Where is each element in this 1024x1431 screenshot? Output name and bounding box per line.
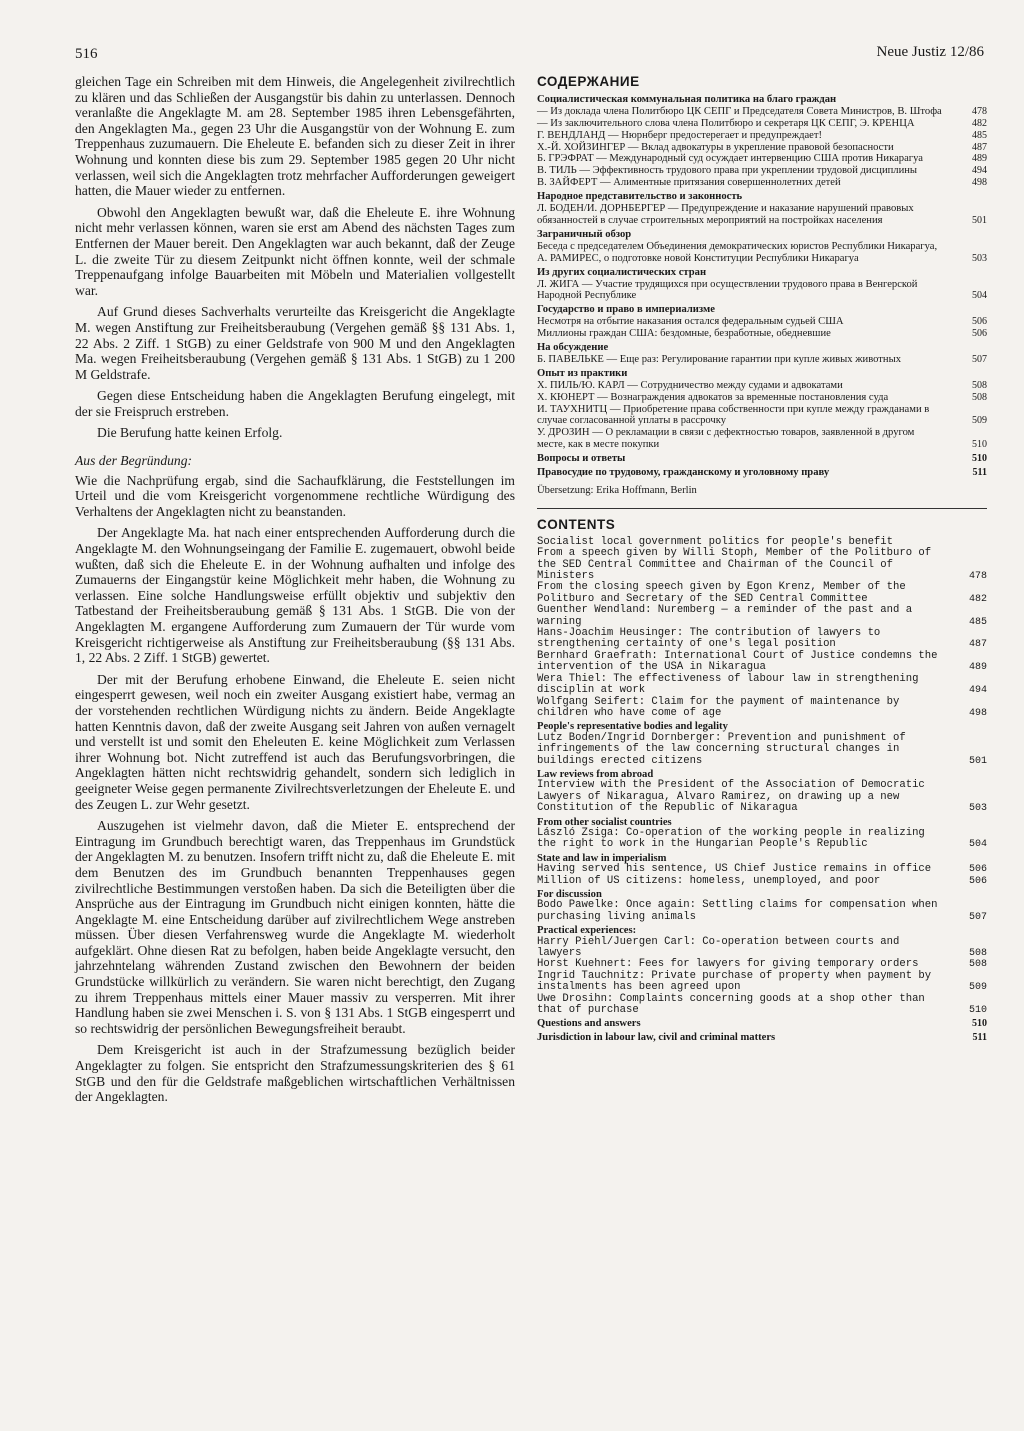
toc-entry-page: 511 bbox=[972, 1031, 987, 1043]
toc-entry-title: У. ДРОЗИН — О рекламации в связи с дефектностью товаров, заявленной в другом месте, как в месте покупки bbox=[537, 427, 915, 451]
toc-entry-title: Jurisdiction in labour law, civil and criminal matters bbox=[537, 1031, 776, 1043]
toc-entry-title: Bodo Pawelke: Once again: Settling claims for compensation when purchasing living animals bbox=[537, 899, 938, 923]
toc-entry-title: И. ТАУХНИТЦ — Приобретение права собственности при купле между гражданами в случае согласованной уплаты в рассрочку bbox=[537, 403, 930, 427]
toc-entry-page: 482 bbox=[968, 593, 987, 605]
toc-entry bbox=[537, 153, 987, 165]
toc-entry-title: Несмотря на отбытие наказания остался федеральным судьей США bbox=[537, 316, 844, 328]
toc-entry-title: Horst Kuehnert: Fees for lawyers for giving temporary orders bbox=[537, 958, 919, 971]
toc-entry bbox=[537, 994, 987, 1017]
toc-entry-page: 489 bbox=[972, 153, 987, 165]
toc-entry bbox=[537, 380, 987, 392]
toc-entry-page: 485 bbox=[972, 129, 987, 141]
toc-category: For discussion bbox=[537, 889, 602, 900]
contents-ru-list bbox=[537, 94, 987, 479]
reasoning-paragraph: Auszugehen ist vielmehr davon, daß die Mieter E. entsprechend der Eintragung im Grundbuch berechtigt waren, das Treppenhaus im Grundstück der Angeklagten M. zu benutzen. Insofern trifft nicht zu, daß die Eheleute E. mit dem Benutzen des im Grundbuch benannten Treppenhauses gegen zivilrechtliche Bestimmungen verstoßen haben. Da sich die Beteiligten über die Ansprüche aus der Eintragung im Grundbuch nicht einigen konnten, hätte die Angeklagte M. eine Entscheidung darüber auf zivilrechtlichem Wege anstreben müssen. Über diesen Verfahrensweg wurde die Angeklagte M. wiederholt aufgeklärt. Ohne diesen Rat zu befolgen, haben beide Angeklagte versucht, den jahrzehntelang währenden Zustand zwischen den Bewohnern der beiden Grundstücke willkürlich zu verändern. Sie waren nicht berechtigt, den Zugang zu ihrem Treppenhaus mittels einer Mauer massiv zu versperren. Mit ihrer Handlung haben sie zwei Menschen i. S. von § 131 Abs. 1 StGB eingesperrt und so rechtswidrig der persönlichen Bewegungsfreiheit beraubt. bbox=[75, 818, 515, 1036]
toc-entry-title: Х.-Й. ХОЙЗИНГЕР — Вклад адвокатуры в укрепление правовой безопасности bbox=[537, 141, 894, 153]
toc-category: Народное представительство и законность bbox=[537, 191, 743, 203]
toc-entry bbox=[537, 165, 987, 177]
contents-en bbox=[537, 516, 987, 1043]
toc-entry-page: 508 bbox=[972, 391, 987, 403]
reasoning-paragraph: Der Angeklagte Ma. hat nach einer entsprechenden Aufforderung durch die Angeklagte M. den Wohnungseingang der Familie E. zugemauert, obwohl beide wußten, daß sich die Eheleute E. in der Wohnung aufhalten und infolge des Zumauerns der Eingangstür keine Möglichkeit mehr haben, die Wohnung zu verlassen. Eine solche Handlungsweise erfüllt objektiv und subjektiv den Tatbestand der Freiheitsberaubung gemäß § 131 Abs. 1 StGB. Die von der Angeklagten M. ergangene Aufforderung zum Zumauern der Tür wurde vom Kreisgericht richtigerweise als Anstiftung zur Freiheitsberaubung (§§ 131 Abs. 1, 22 Abs. 2 Ziff. 1 StGB) gewertet. bbox=[75, 525, 515, 666]
toc-entry-title: Правосудие по трудовому, гражданскому и уголовному праву bbox=[537, 467, 830, 479]
journal-title: Neue Justiz 12/86 bbox=[876, 44, 984, 60]
translator-credit: Übersetzung: Erika Hoffmann, Berlin bbox=[537, 485, 697, 496]
toc-entry-page: 510 bbox=[972, 453, 987, 465]
toc-entry bbox=[537, 316, 987, 328]
toc-entry-title: В. ТИЛЬ — Эффективность трудового права при укреплении трудовой дисциплины bbox=[537, 165, 918, 177]
toc-entry-page: 506 bbox=[972, 316, 987, 328]
toc-entry bbox=[537, 241, 987, 265]
toc-entry-page: 510 bbox=[972, 1018, 987, 1030]
toc-entry-title: Ingrid Tauchnitz: Private purchase of property when payment by instalments has been agreed upon bbox=[537, 969, 932, 994]
toc-entry-page: 494 bbox=[972, 165, 987, 177]
contents-en-title: CONTENTS bbox=[537, 516, 616, 532]
toc-entry-title: Вопросы и ответы bbox=[537, 453, 626, 465]
toc-entry-page: 509 bbox=[968, 982, 987, 994]
toc-entry bbox=[537, 628, 987, 651]
toc-entry-title: — Из доклада члена Политбюро ЦК СЕПГ и Председателя Совета Министров, В. Штофа bbox=[537, 105, 942, 117]
toc-entry-title: Guenther Wendland: Nuremberg — a reminder of the past and a warning bbox=[537, 604, 913, 628]
toc-category: Law reviews from abroad bbox=[537, 768, 654, 780]
toc-entry bbox=[537, 582, 987, 605]
toc-entry bbox=[537, 328, 987, 340]
toc-entry-title: Wolfgang Seifert: Claim for the payment of maintenance by children who have come of age bbox=[537, 695, 900, 719]
toc-entry bbox=[537, 864, 987, 875]
toc-entry-page: 511 bbox=[972, 467, 987, 479]
toc-entry-page: 501 bbox=[968, 755, 987, 767]
toc-entry-title: From a speech given by Willi Stoph, Member of the Politburo of the SED Central Committee and Chairman of the Council of Ministers bbox=[537, 547, 932, 583]
toc-entry-title: Interview with the President of the Association of Democratic Lawyers of Nikaragua, Alvaro Ramirez, on drawing up a new Constitution of the Republic of Nikaragua bbox=[537, 779, 925, 815]
toc-entry-page: 498 bbox=[972, 177, 987, 189]
reasoning-paragraph: Der mit der Berufung erhobene Einwand, die Eheleute E. seien nicht eingesperrt gewesen, weil noch ein zweiter Ausgang existiert habe, vermag an der vorstehenden rechtlichen Würdigung nichts zu ändern. Beide Angeklagte hatten Kenntnis davon, daß der zweite Ausgang seit Jahren von außen vernagelt und verstellt ist und somit den Eheleuten E. keine Möglichkeit zum Verlassen ihrer Wohnung bot. Nicht zutreffend ist auch das Berufungsvorbringen, die Angeklagten hätten nicht rechtswidrig gehandelt, sondern sich lediglich in geeigneter Weise gegen permanente Zivilrechtsverletzungen der Eheleute E. und des Zeugen L. zur Wehr gesetzt. bbox=[75, 671, 515, 812]
toc-category: From other socialist countries bbox=[537, 816, 672, 828]
toc-entry bbox=[537, 142, 987, 154]
toc-entry-title: Million of US citizens: homeless, unemployed, and poor bbox=[537, 874, 881, 887]
toc-entry bbox=[537, 828, 987, 851]
toc-entry-page: 506 bbox=[968, 864, 987, 876]
toc-entry-page: 478 bbox=[972, 105, 987, 117]
section-divider bbox=[537, 508, 987, 509]
toc-entry-page: 487 bbox=[972, 141, 987, 153]
toc-entry-page: 503 bbox=[968, 803, 987, 815]
toc-category: Заграничный обзор bbox=[537, 228, 632, 240]
toc-entry bbox=[537, 354, 987, 366]
toc-entry-page: 506 bbox=[972, 328, 987, 340]
toc-entry bbox=[537, 203, 987, 227]
toc-entry bbox=[537, 404, 987, 428]
contents-ru bbox=[537, 76, 987, 497]
toc-entry-title: Bernhard Graefrath: International Court of Justice condemns the intervention of the USA in Nikaragua bbox=[537, 649, 938, 674]
toc-entry-title: Hans-Joachim Heusinger: The contribution of lawyers to strengthening certainty of one's legal position bbox=[537, 627, 881, 651]
reasoning-paragraph: Dem Kreisgericht ist auch in der Strafzumessung bezüglich beider Angeklagter zu folgen. Sie entspricht den Strafzumessungskriterien des § 61 StGB und den für die Geldstrafe maßgeblichen wirtschaftlichen Verhältnissen der Angeklagten. bbox=[75, 1042, 515, 1105]
toc-entry-title: Wera Thiel: The effectiveness of labour law in strengthening disciplin at work bbox=[537, 672, 919, 697]
toc-category: Опыт из практики bbox=[537, 367, 628, 379]
toc-entry bbox=[537, 279, 987, 303]
page-number: 516 bbox=[75, 46, 98, 62]
toc-entry-page: 494 bbox=[968, 685, 987, 697]
toc-entry-page: 498 bbox=[968, 707, 987, 719]
toc-entry-page: 485 bbox=[968, 616, 987, 628]
toc-entry-title: Having served his sentence, US Chief Justice remains in office bbox=[537, 863, 932, 876]
article-paragraph: gleichen Tage ein Schreiben mit dem Hinweis, die Angelegenheit zivilrechtlich zu klären und das Schließen der Ausgangstür bis dahin zu unterlassen. Dennoch veranlaßte die Angeklagte M. am 28. September 1985 ihren Lebensgefährten, den Angeklagten Ma., gegen 23 Uhr die Ausgangstür von der Wohnung E. zum Treppenhaus zuzumauern. Die Eheleute E. befanden sich zu dieser Zeit in ihrer Wohnung und konnten diese bis zum 29. September 1985 gegen 20 Uhr nicht verlassen, weil sich die Angeklagten trotz mehrfacher Aufforderungen geweigert hatten, die Mauer wieder zu entfernen. bbox=[75, 74, 515, 199]
toc-category: Социалистическая коммунальная политика на благо граждан bbox=[537, 93, 837, 105]
toc-entry-title: Lutz Boden/Ingrid Dornberger: Prevention and punishment of infringements of the law concerning structural changes in buildings erected citizens bbox=[537, 731, 906, 767]
toc-entry-title: Б. ПАВЕЛЬКЕ — Еще раз: Регулирование гарантии при купле живых животных bbox=[537, 353, 902, 365]
contents-column bbox=[537, 76, 987, 1043]
toc-entry bbox=[537, 674, 987, 697]
toc-entry-page: 508 bbox=[972, 379, 987, 391]
toc-entry-title: Беседа с председателем Объединения демократических юристов Республики Никарагуа, А. РАМИРЕС, о подготовке новой Конституции Республики Никарагуа bbox=[537, 240, 938, 264]
toc-entry bbox=[537, 118, 987, 130]
toc-entry bbox=[537, 780, 987, 814]
toc-entry bbox=[537, 106, 987, 118]
toc-entry bbox=[537, 427, 987, 451]
toc-entry bbox=[537, 605, 987, 628]
toc-entry-title: Г. ВЕНДЛАНД — Нюрнберг предостерегает и предупреждает! bbox=[537, 129, 823, 141]
article-paragraph: Obwohl den Angeklagten bewußt war, daß die Eheleute E. ihre Wohnung nicht mehr verlassen können, waren sie erst am Abend des nächsten Tages zum Entfernen der Mauer bereit. Den Angeklagten war auch bekannt, daß der Zeuge L. die zweite Tür zu diesem Zeitpunkt nicht öffnen konnte, weil der schmale Treppenaufgang infolge Bauarbeiten mit Möbeln und Materialien vollgestellt war. bbox=[75, 204, 515, 298]
toc-entry-title: Л. ЖИГА — Участие трудящихся при осуществлении трудового права в Венгерской Народной Республике bbox=[537, 278, 918, 302]
article-paragraph: Auf Grund dieses Sachverhalts verurteilte das Kreisgericht die Angeklagte M. wegen Anstiftung zur Freiheitsberaubung (Vergehen gemäß §§ 131 Abs. 1, 22 Abs. 2 Ziff. 1 StGB) zu einer Geldstrafe von 900 M und den Angeklagten Ma. wegen Freiheitsberaubung (Vergehen gemäß § 131 Abs. 1 StGB) zu 1 200 M Geldstrafe. bbox=[75, 304, 515, 382]
toc-entry-title: Х. КЮНЕРТ — Вознаграждения адвокатов за временные постановления суда bbox=[537, 391, 889, 403]
toc-entry bbox=[537, 392, 987, 404]
article-column bbox=[75, 74, 515, 1111]
toc-entry bbox=[537, 548, 987, 582]
toc-entry-page: 506 bbox=[968, 875, 987, 887]
toc-entry-title: Harry Piehl/Juergen Carl: Co-operation between courts and lawyers bbox=[537, 935, 900, 960]
toc-entry-page: 487 bbox=[968, 639, 987, 651]
toc-entry-title: Л. БОДЕН/И. ДОРНБЕРГЕР — Предупреждение и наказание нарушений правовых обязанностей в случае строительных мероприятий на постройках населения bbox=[537, 203, 914, 226]
toc-entry-title: Uwe Drosihn: Complaints concerning goods at a shop other than that of purchase bbox=[537, 992, 925, 1017]
article-paragraph: Gegen diese Entscheidung haben die Angeklagten Berufung eingelegt, mit der sie Freispruch erstreben. bbox=[75, 388, 515, 419]
toc-entry-title: Х. ПИЛЬ/Ю. КАРЛ — Сотрудничество между судами и адвокатами bbox=[537, 379, 843, 391]
toc-category: State and law in imperialism bbox=[537, 852, 667, 864]
toc-entry bbox=[537, 733, 987, 767]
toc-category: People's representative bodies and legality bbox=[537, 721, 728, 733]
toc-category: Socialist local government politics for people's benefit bbox=[537, 535, 894, 548]
article-paragraph: Die Berufung hatte keinen Erfolg. bbox=[97, 425, 283, 441]
toc-entry-page: 482 bbox=[972, 117, 987, 129]
toc-entry-page: 508 bbox=[968, 948, 987, 960]
toc-category: Из других социалистических стран bbox=[537, 266, 707, 278]
toc-entry bbox=[537, 937, 987, 960]
toc-entry-page: 507 bbox=[972, 353, 987, 365]
toc-entry bbox=[537, 1032, 987, 1043]
toc-entry-page: 503 bbox=[972, 252, 987, 264]
toc-entry bbox=[537, 467, 987, 479]
toc-entry-title: Б. ГРЭФРАТ — Международный суд осуждает интервенцию США против Никарагуа bbox=[537, 153, 923, 165]
toc-entry bbox=[537, 971, 987, 994]
toc-entry-page: 501 bbox=[972, 214, 987, 226]
toc-entry bbox=[537, 697, 987, 720]
toc-category: На обсуждение bbox=[537, 342, 609, 354]
toc-entry-page: 507 bbox=[968, 911, 987, 923]
toc-entry-page: 510 bbox=[968, 1005, 987, 1017]
reasoning-paragraph: Wie die Nachprüfung ergab, sind die Sachaufklärung, die Feststellungen im Urteil und die vom Kreisgericht vorgenommene rechtliche Würdigung des Verhaltens der Angeklagten nicht zu beanstanden. bbox=[75, 472, 515, 519]
contents-ru-title: СОДЕРЖАНИЕ bbox=[537, 74, 640, 89]
toc-entry-title: — Из заключительного слова члена Политбюро и секретаря ЦК СЕПГ, Э. КРЕНЦА bbox=[537, 117, 915, 129]
toc-entry-page: 478 bbox=[968, 571, 987, 583]
toc-category: Государство и право в империализме bbox=[537, 304, 715, 316]
toc-entry bbox=[537, 900, 987, 923]
toc-entry-title: Миллионы граждан США: бездомные, безработные, обедневшие bbox=[537, 328, 831, 340]
contents-en-list bbox=[537, 537, 987, 1043]
toc-entry bbox=[537, 651, 987, 674]
toc-category: Practical experiences: bbox=[537, 925, 637, 937]
toc-entry bbox=[537, 453, 987, 465]
toc-entry-page: 508 bbox=[968, 959, 987, 971]
toc-entry bbox=[537, 177, 987, 189]
toc-entry bbox=[537, 876, 987, 887]
article-subheading: Aus der Begründung: bbox=[75, 453, 193, 469]
toc-entry-title: From the closing speech given by Egon Krenz, Member of the Politburo and Secretary of the SED Central Committee bbox=[537, 581, 906, 605]
toc-entry-page: 504 bbox=[972, 290, 987, 302]
toc-entry-page: 510 bbox=[972, 439, 987, 451]
toc-entry-page: 489 bbox=[968, 662, 987, 674]
toc-entry-page: 504 bbox=[968, 839, 987, 851]
toc-entry bbox=[537, 1018, 987, 1029]
toc-entry-page: 509 bbox=[972, 415, 987, 427]
toc-entry bbox=[537, 130, 987, 142]
toc-entry-title: László Zsiga: Co-operation of the working people in realizing the right to work in the Hungarian People's Republic bbox=[537, 826, 925, 851]
toc-entry-title: В. ЗАЙФЕРТ — Алиментные притязания совершеннолетних детей bbox=[537, 177, 841, 189]
toc-entry-title: Questions and answers bbox=[537, 1018, 641, 1030]
